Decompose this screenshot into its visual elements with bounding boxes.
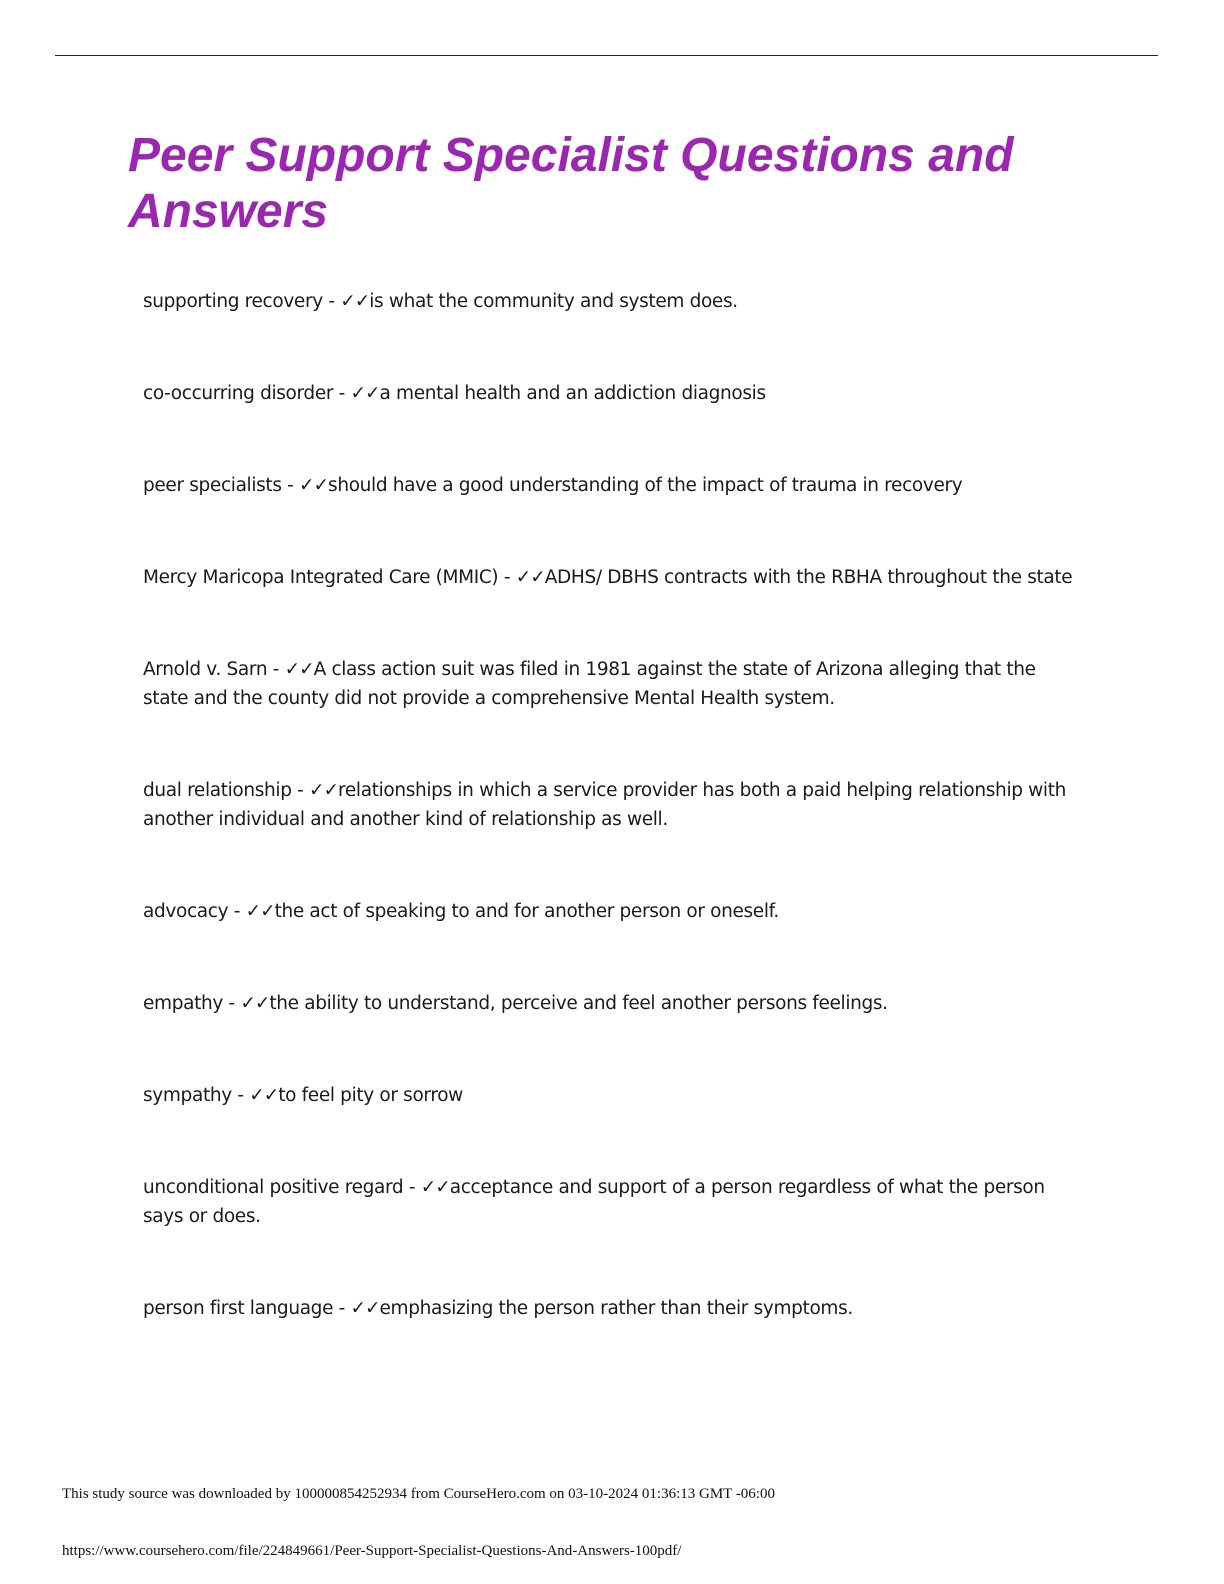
qa-definition: A class action suit was filed in 1981 against the state of Arizona alleging that the state and the county did not provide a comprehensive Mental Health system.: [143, 659, 1036, 709]
qa-item: Arnold v. Sarn - ✓✓A class action suit was filed in 1981 against the state of Arizona alleging that the state and the county did not provide a comprehensive Mental Health system.: [143, 659, 1036, 709]
source-url[interactable]: https://www.coursehero.com/file/224849661/Peer-Support-Specialist-Questions-And-Answers-100pdf/: [62, 1543, 682, 1559]
check-icon: ✓✓: [340, 291, 370, 312]
qa-term: empathy: [143, 993, 223, 1014]
qa-item: person first language - ✓✓emphasizing the person rather than their symptoms.: [143, 1298, 853, 1319]
check-icon: ✓✓: [350, 1298, 380, 1319]
download-source-note: This study source was downloaded by 100000854252934 from CourseHero.com on 03-10-2024 01:36:13 GMT -06:00: [62, 1486, 775, 1502]
check-icon: ✓✓: [309, 780, 339, 801]
check-icon: ✓✓: [420, 1177, 450, 1198]
qa-item: dual relationship - ✓✓relationships in which a service provider has both a paid helping relationship with another individual and another kind of relationship as well.: [143, 780, 1067, 830]
qa-term: peer specialists: [143, 475, 282, 496]
qa-term: advocacy: [143, 901, 229, 922]
check-icon: ✓✓: [350, 383, 380, 404]
qa-definition: is what the community and system does.: [369, 291, 738, 312]
qa-definition: emphasizing the person rather than their symptoms.: [379, 1298, 853, 1319]
qa-definition: should have a good understanding of the impact of trauma in recovery: [328, 475, 963, 496]
qa-term: Arnold v. Sarn: [143, 659, 268, 680]
qa-item: Mercy Maricopa Integrated Care (MMIC) - ✓✓ADHS/ DBHS contracts with the RBHA throughout the state: [143, 567, 1073, 588]
check-icon: ✓✓: [299, 475, 329, 496]
document-title: Peer Support Specialist Questions and Answers: [128, 129, 1014, 238]
check-icon: ✓✓: [284, 659, 314, 680]
check-icon: ✓✓: [240, 993, 270, 1014]
qa-term: Mercy Maricopa Integrated Care (MMIC): [143, 567, 499, 588]
qa-item: advocacy - ✓✓the act of speaking to and for another person or oneself.: [143, 901, 779, 922]
qa-definition: the ability to understand, perceive and feel another persons feelings.: [269, 993, 888, 1014]
qa-item: peer specialists - ✓✓should have a good understanding of the impact of trauma in recovery: [143, 475, 963, 496]
check-icon: ✓✓: [249, 1085, 279, 1106]
qa-definition: acceptance and support of a person regardless of what the person says or does.: [143, 1177, 1045, 1227]
qa-list: [143, 287, 1078, 1386]
qa-term: co-occurring disorder: [143, 383, 334, 404]
top-divider: [55, 55, 1158, 56]
qa-definition: the act of speaking to and for another person or oneself.: [274, 901, 779, 922]
qa-term: dual relationship: [143, 780, 292, 801]
qa-term: supporting recovery: [143, 291, 323, 312]
qa-item: sympathy - ✓✓to feel pity or sorrow: [143, 1085, 463, 1106]
qa-definition: relationships in which a service provider has both a paid helping relationship with another individual and another kind of relationship as well.: [143, 780, 1067, 830]
qa-item: unconditional positive regard - ✓✓acceptance and support of a person regardless of what the person says or does.: [143, 1177, 1045, 1227]
qa-term: person first language: [143, 1298, 334, 1319]
qa-item: supporting recovery - ✓✓is what the community and system does.: [143, 291, 738, 312]
qa-term: sympathy: [143, 1085, 232, 1106]
qa-item: co-occurring disorder - ✓✓a mental health and an addiction diagnosis: [143, 383, 766, 404]
check-icon: ✓✓: [245, 901, 275, 922]
qa-item: empathy - ✓✓the ability to understand, perceive and feel another persons feelings.: [143, 993, 888, 1014]
qa-definition: ADHS/ DBHS contracts with the RBHA throughout the state: [544, 567, 1073, 588]
qa-term: unconditional positive regard: [143, 1177, 404, 1198]
qa-definition: to feel pity or sorrow: [278, 1085, 463, 1106]
check-icon: ✓✓: [515, 567, 545, 588]
qa-definition: a mental health and an addiction diagnosis: [379, 383, 766, 404]
